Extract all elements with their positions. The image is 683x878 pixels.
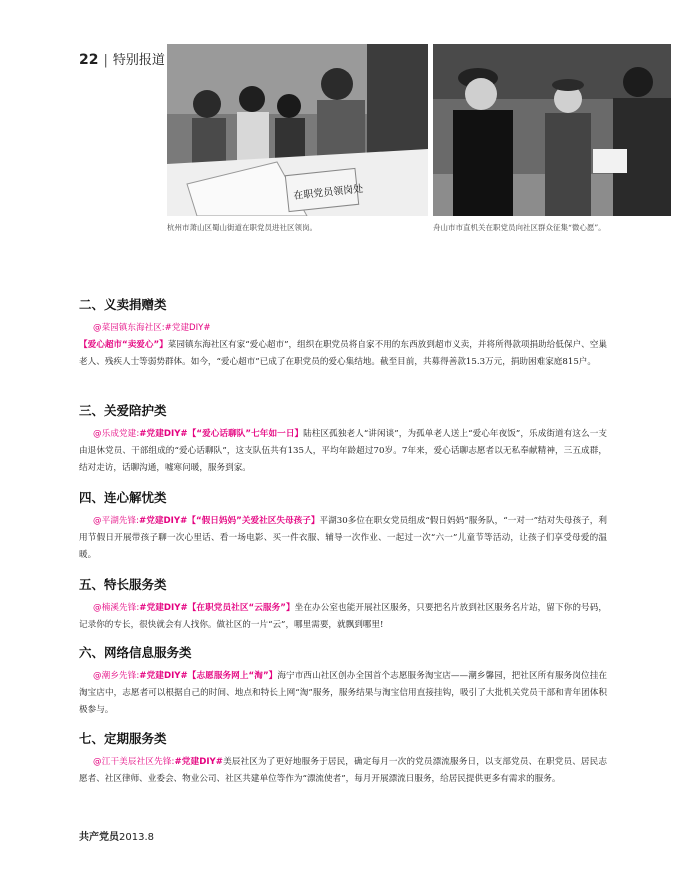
topic-tag: #党建DIY# <box>174 757 223 767</box>
body-text: 美辰社区为了更好地服务于居民，确定每月一次的党员漂流服务日，以支部党员、在职党员、居民志愿者、社区律师、业委会、物业公司、社区共建单位等作为“漂流使者”，每月开展漂流日服务，给居民提供更多有需求的服务。 <box>79 757 607 785</box>
weibo-handle: @平湖先锋: <box>93 516 140 526</box>
body-text: 海宁市西山社区创办全国首个志愿服务淘宝店——潮乡馨园，把社区所有服务岗位挂在淘宝店中，志愿者可以根据自己的时间、地点和特长上网“淘”服务，服务结果与淘宝信用直接挂钩，吸引了大批机关党员干部和青年团体积极参与。 <box>79 671 607 716</box>
topic-tag: #党建DIY#【“爱心话聊队”七年如一日】 <box>139 429 304 439</box>
body-text: 坐在办公室也能开展社区服务，只要把名片放到社区服务名片站，留下你的号码，记录你的专长，很快就会有人找你。做社区的一片“云”，哪里需要，就飘到哪里! <box>79 603 607 631</box>
weibo-handle: @潮乡先锋: <box>93 671 140 681</box>
magazine-name: 共产党员 <box>79 832 119 843</box>
section-body <box>79 426 607 478</box>
section-specialty-service <box>79 575 607 634</box>
header-separator: | <box>103 53 108 68</box>
page-header <box>79 49 165 68</box>
weibo-handle: @乐成党建: <box>93 429 140 439</box>
body-text: 陆柱区孤独老人“讲闲谈”，为孤单老人送上“爱心年夜饭”，乐成街道有这么一支由退休党员、干部组成的“爱心话聊队”，这支队伍共有135人，平均年龄超过70岁。7年来，爱心话聊志愿者以无私奉献精神，三五成群，结对走访，话聊沟通，嘘寒问暖，服务到家。 <box>79 429 607 474</box>
section-title: 七、定期服务类 <box>79 731 167 746</box>
topic-tag: #党建DIY#【在职党员社区“云服务”】 <box>139 603 295 613</box>
section-care-company <box>79 401 607 478</box>
section-title: 六、网络信息服务类 <box>79 645 192 660</box>
section-body <box>79 320 607 372</box>
sign-text: 在职党员领岗处 <box>292 183 364 202</box>
photo-elderly-wishes <box>433 44 671 216</box>
section-body <box>79 668 607 720</box>
photo-caption-right: 舟山市市直机关在职党员向社区群众征集“微心愿”。 <box>433 223 606 232</box>
section-title: 四、连心解忧类 <box>79 490 167 505</box>
body-text: 菜园镇东海社区有家“爱心超市”，组织在职党员将自家不用的东西放到超市义卖，并将所得款项捐助给低保户、空巢老人、残疾人士等弱势群体。如今，“爱心超市”已成了在职党员的爱心集结地。截至目前，共募得善款15.3万元，捐助困难家庭815户。 <box>79 340 607 368</box>
page-number: 22 <box>79 52 99 68</box>
section-label: 特别报道 <box>112 53 165 68</box>
body-text: 平湖30多位在职女党员组成“假日妈妈”服务队，“一对一”结对失母孩子，利用节假日开展带孩子聊一次心里话、看一场电影、买一件衣服、辅导一次作业、一起过一次“六一”儿童节等活动，让孩子们享受母爱的温暖。 <box>79 516 607 561</box>
section-title: 二、义卖捐赠类 <box>79 297 167 312</box>
photo-volunteers-signup <box>167 44 428 216</box>
issue-number: 2013.8 <box>119 832 154 843</box>
section-regular-service <box>79 729 607 788</box>
section-charity-sale <box>79 295 607 372</box>
section-heart-relief <box>79 488 607 565</box>
weibo-handle: @江干美辰社区先锋: <box>93 757 175 767</box>
section-title: 五、特长服务类 <box>79 577 167 592</box>
section-online-service <box>79 643 607 720</box>
photo-caption-left: 杭州市萧山区蜀山街道在职党员进社区领岗。 <box>167 223 317 232</box>
topic-tag: 【爱心超市“卖爱心”】 <box>79 340 168 351</box>
section-body <box>79 754 607 788</box>
section-body <box>79 513 607 565</box>
topic-tag: #党建DIY#【志愿服务网上“淘”】 <box>139 671 278 681</box>
section-body <box>79 600 607 634</box>
weibo-handle: @菜园镇东海社区:#党建DIY# <box>93 323 211 333</box>
topic-tag: #党建DIY#【“假日妈妈”关爱社区失母孩子】 <box>139 516 320 526</box>
weibo-handle: @楠溪先锋: <box>93 603 140 613</box>
section-title: 三、关爱陪护类 <box>79 403 167 418</box>
page-footer <box>79 828 154 843</box>
